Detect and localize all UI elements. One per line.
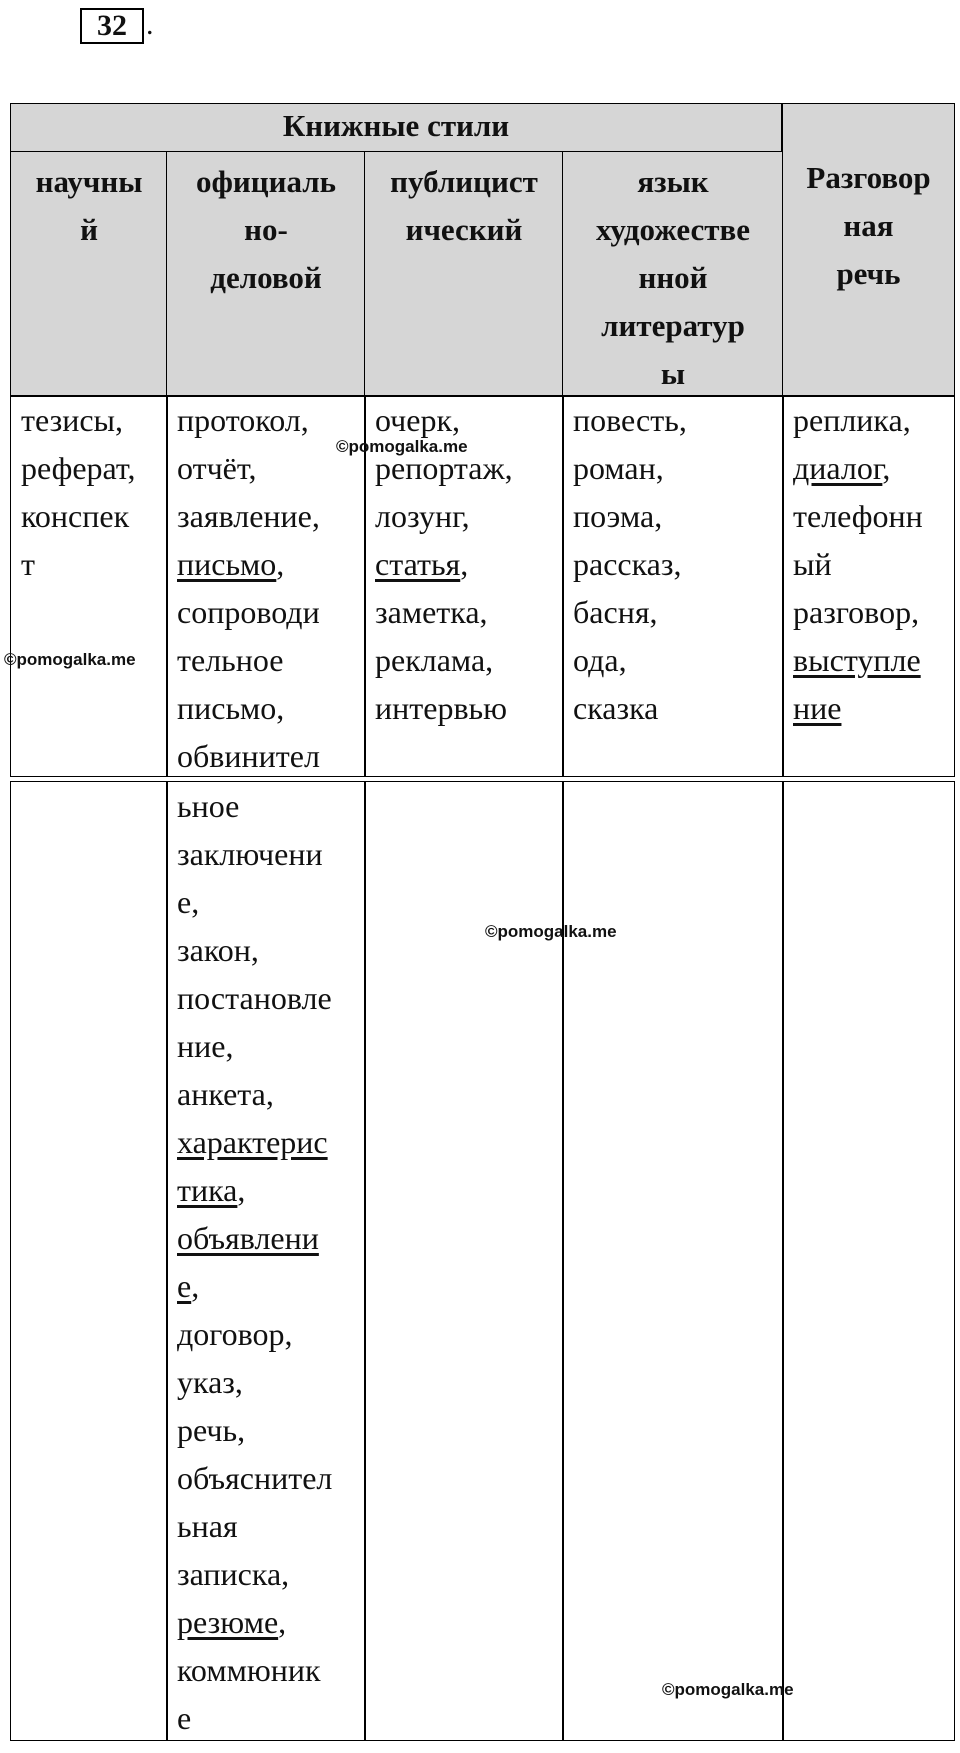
cell-line-text: сказка [573,690,659,726]
cell-line [573,684,783,732]
cell-line-text: договор, [177,1316,293,1352]
cell-line-text: ьное [177,788,240,824]
cell-line-text: постановле [177,980,332,1016]
cell-line-text: телефонн [793,498,923,534]
header-line: язык [637,164,709,199]
cell-line-punct: , [882,450,891,486]
cell-line-text: заключени [177,836,323,872]
cell-line [177,1310,365,1358]
cell-line [177,492,365,540]
cell-line-text: лозунг, [375,498,470,534]
cell-line [177,1118,365,1166]
cell-line-text: реклама, [375,642,494,678]
cell-line [177,878,365,926]
cell-line-punct: , [237,1172,246,1208]
cell-line [177,1214,365,1262]
cell-line [375,636,563,684]
cell-line-text: заметка, [375,594,488,630]
cell-line-text: повесть, [573,402,687,438]
cell-line [177,1070,365,1118]
header-line: речь [836,256,901,291]
cell-line-text: ние, [177,1028,234,1064]
cell-line [21,444,167,492]
cell-line [177,1646,365,1694]
cell-line [573,588,783,636]
header-line: официаль [195,164,337,199]
cell-line-text: записка, [177,1556,290,1592]
row1-col-5 [782,395,955,777]
cell-line-text: басня, [573,594,658,630]
cell-line [793,540,954,588]
cell-line-text: тельное [177,642,284,678]
cell-line [177,782,365,830]
header-line: публицист [390,164,538,199]
cell-line [177,926,365,974]
cell-line [573,492,783,540]
cell-line-punct: , [276,546,285,582]
cell-line-punct: , [191,1268,200,1304]
cell-line [177,588,365,636]
cell-line-text: объяснител [177,1460,333,1496]
cell-line [793,588,954,636]
cell-line [177,1166,365,1214]
cell-line-text: сопроводи [177,594,320,630]
cell-line [177,684,365,732]
header-line: деловой [210,260,322,295]
watermark: ©pomogalka.me [4,650,136,669]
cell-line-text: заявление, [177,498,320,534]
cell-line-text: т [21,546,35,582]
cell-line-text: выступле [793,642,921,678]
cell-line [793,444,954,492]
cell-line-text: анкета, [177,1076,274,1112]
row2-col-1 [10,781,168,1741]
cell-line [177,830,365,878]
header-line: научны [35,164,143,199]
cell-line [177,1550,365,1598]
row2-col-5 [782,781,955,1741]
cell-line [177,1262,365,1310]
watermark: ©pomogalka.me [485,922,617,941]
cell-line-text: е [177,1268,192,1304]
cell-line-text: рассказ, [573,546,682,582]
header-col-3 [364,151,564,397]
cell-line-text: речь, [177,1412,246,1448]
cell-line [375,540,563,588]
cell-line [375,684,563,732]
cell-line-text: ьная [177,1508,238,1544]
header-line: й [80,212,98,247]
cell-line [21,396,167,444]
cell-line [177,540,365,588]
cell-line-text: е, [177,884,200,920]
cell-line-text: письмо, [177,690,285,726]
cell-line [793,636,954,684]
cell-line [793,396,954,444]
cell-line [573,444,783,492]
cell-line [177,636,365,684]
cell-line [177,1358,365,1406]
header-line: ы [660,356,686,391]
cell-line-text: ый [793,546,832,582]
header-line: Разговор [806,160,931,195]
cell-line [177,1694,365,1742]
cell-line-text: обвинител [177,738,320,774]
header-col-4 [562,151,784,397]
cell-line [375,588,563,636]
cell-line-text: поэма, [573,498,663,534]
cell-line [177,1502,365,1550]
watermark: ©pomogalka.me [662,1680,794,1699]
cell-line [177,974,365,1022]
header-col-2 [166,151,366,397]
header-col-5 [782,103,955,397]
cell-line [177,732,365,780]
cell-line-text: очерк, [375,402,461,438]
watermark: ©pomogalka.me [336,437,468,456]
cell-line-text: тезисы, [21,402,124,438]
cell-line-punct: , [460,546,469,582]
header-line: ический [405,212,523,247]
cell-line [793,684,954,732]
cell-line [21,540,167,588]
cell-line-text: письмо [177,546,277,582]
header-line: ная [843,208,894,243]
cell-line-text: отчёт, [177,450,257,486]
header-line: литератур [601,308,745,343]
styles-table [10,103,955,777]
row1-col-4 [562,395,784,777]
cell-line-text: ода, [573,642,627,678]
cell-line-text: реферат, [21,450,136,486]
header-book-styles-label: Книжные стили [282,108,510,143]
cell-line-text: реплика, [793,402,911,438]
header-col-1 [10,151,168,397]
cell-line-text: резюме [177,1604,279,1640]
cell-line-text: конспек [21,498,130,534]
exercise-number-dot: . [146,8,154,41]
cell-line-text: закон, [177,932,259,968]
cell-line-text: объявлени [177,1220,319,1256]
cell-line [177,1022,365,1070]
cell-line-text: е [177,1700,192,1736]
cell-line [177,1406,365,1454]
cell-line [177,1598,365,1646]
header-line: но- [244,212,288,247]
cell-line-text: ние [793,690,842,726]
row2-col-2 [166,781,366,1741]
row1-col-1 [10,395,168,777]
header-line: нной [638,260,708,295]
cell-line-text: коммюник [177,1652,321,1688]
cell-line-text: указ, [177,1364,243,1400]
cell-line-text: интервью [375,690,508,726]
exercise-number: 32 [80,8,144,44]
cell-line [573,540,783,588]
cell-line-punct: , [278,1604,287,1640]
cell-line-text: диалог [793,450,883,486]
cell-line-text: статья [375,546,461,582]
cell-line [177,1454,365,1502]
cell-line [375,492,563,540]
styles-table-continued [10,781,955,1741]
header-book-styles [10,103,782,153]
cell-line-text: протокол, [177,402,309,438]
cell-line [573,636,783,684]
cell-line-text: тика [177,1172,238,1208]
cell-line-text: роман, [573,450,664,486]
cell-line [21,492,167,540]
cell-line-text: репортаж, [375,450,513,486]
cell-line [793,492,954,540]
cell-line-text: характерис [177,1124,328,1160]
header-line: художестве [596,212,750,247]
cell-line [573,396,783,444]
cell-line-text: разговор, [793,594,920,630]
